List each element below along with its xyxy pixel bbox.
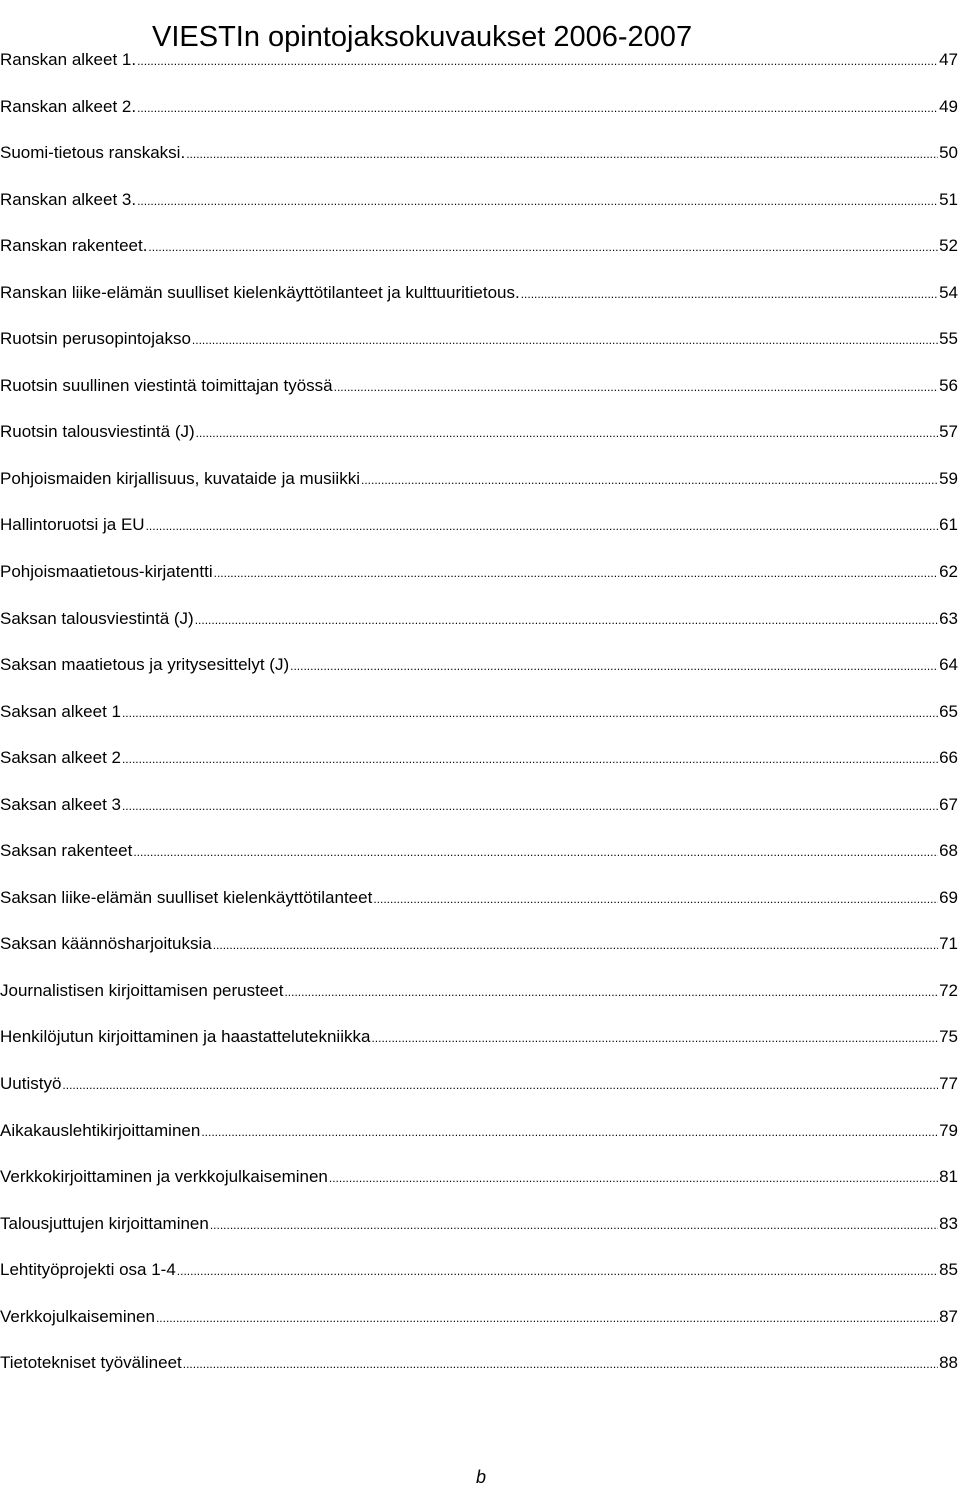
toc-entry-title: Saksan alkeet 2 bbox=[0, 748, 121, 768]
toc-entry-title: Verkkokirjoittaminen ja verkkojulkaiseminen bbox=[0, 1167, 328, 1187]
dot-leader bbox=[137, 37, 938, 84]
dot-leader bbox=[329, 1154, 938, 1201]
toc-entry-page-number: 67 bbox=[939, 794, 958, 814]
toc-entry[interactable] bbox=[0, 1014, 958, 1061]
toc-entry-title: Saksan käännösharjoituksia bbox=[0, 934, 212, 954]
toc-entry-page-number: 79 bbox=[939, 1120, 958, 1140]
toc-entry-page-number: 81 bbox=[939, 1167, 958, 1187]
toc-entry-title: Tietotekniset työvälineet bbox=[0, 1353, 182, 1373]
toc-entry-page-number: 68 bbox=[939, 841, 958, 861]
dot-leader bbox=[201, 1108, 938, 1155]
dot-leader bbox=[122, 735, 938, 782]
dot-leader bbox=[133, 828, 938, 875]
toc-entry[interactable] bbox=[0, 1201, 958, 1248]
dot-leader bbox=[290, 642, 938, 689]
dot-leader bbox=[156, 1294, 938, 1341]
page-footer-mark: b bbox=[476, 1467, 487, 1487]
toc-entry-title: Lehtityöprojekti osa 1-4 bbox=[0, 1260, 176, 1280]
toc-entry-page-number: 55 bbox=[939, 329, 958, 349]
toc-entry-title: Saksan talousviestintä (J) bbox=[0, 608, 194, 628]
toc-entry-title: Saksan alkeet 1 bbox=[0, 701, 121, 721]
dot-leader bbox=[186, 130, 938, 177]
toc-entry-title: Ranskan rakenteet. bbox=[0, 236, 148, 256]
toc-entry[interactable] bbox=[0, 130, 958, 177]
toc-entry-title: Ranskan alkeet 2. bbox=[0, 96, 137, 116]
toc-entry-title: Pohjoismaatietous-kirjatentti bbox=[0, 562, 213, 582]
toc-entry-page-number: 52 bbox=[939, 236, 958, 256]
toc-entry[interactable] bbox=[0, 1294, 958, 1341]
dot-leader bbox=[137, 177, 938, 224]
toc-entry-title: Suomi-tietous ranskaksi. bbox=[0, 143, 186, 163]
dot-leader bbox=[284, 968, 938, 1015]
dot-leader bbox=[192, 316, 938, 363]
toc-entry[interactable] bbox=[0, 1061, 958, 1108]
toc-entry-page-number: 87 bbox=[939, 1306, 958, 1326]
dot-leader bbox=[195, 596, 938, 643]
toc-entry-title: Saksan rakenteet bbox=[0, 841, 133, 861]
toc-entry[interactable] bbox=[0, 456, 958, 503]
toc-entry-title: Saksan liike-elämän suulliset kielenkäyttötilanteet bbox=[0, 887, 373, 907]
toc-entry[interactable] bbox=[0, 735, 958, 782]
toc-entry[interactable] bbox=[0, 316, 958, 363]
toc-entry-page-number: 75 bbox=[939, 1027, 958, 1047]
toc-entry-page-number: 85 bbox=[939, 1260, 958, 1280]
toc-entry-page-number: 56 bbox=[939, 375, 958, 395]
toc-entry[interactable] bbox=[0, 689, 958, 736]
toc-entry-title: Verkkojulkaiseminen bbox=[0, 1306, 155, 1326]
dot-leader bbox=[214, 549, 938, 596]
dot-leader bbox=[196, 409, 938, 456]
toc-entry-page-number: 64 bbox=[939, 655, 958, 675]
dot-leader bbox=[183, 1340, 938, 1387]
toc-entry-page-number: 69 bbox=[939, 887, 958, 907]
toc-entry-title: Ranskan alkeet 3. bbox=[0, 189, 137, 209]
toc-entry-page-number: 50 bbox=[939, 143, 958, 163]
toc-entry-title: Aikakauslehtikirjoittaminen bbox=[0, 1120, 201, 1140]
toc-entry-title: Pohjoismaiden kirjallisuus, kuvataide ja musiikki bbox=[0, 468, 360, 488]
toc-entry[interactable] bbox=[0, 1340, 958, 1387]
toc-entry-page-number: 59 bbox=[939, 468, 958, 488]
toc-entry-title: Hallintoruotsi ja EU bbox=[0, 515, 145, 535]
toc-entry-page-number: 72 bbox=[939, 980, 958, 1000]
dot-leader bbox=[122, 689, 938, 736]
toc-entry-title: Ranskan alkeet 1. bbox=[0, 50, 137, 69]
dot-leader bbox=[373, 875, 938, 922]
toc-entry[interactable] bbox=[0, 782, 958, 829]
toc-entry[interactable] bbox=[0, 596, 958, 643]
dot-leader bbox=[146, 502, 939, 549]
dot-leader bbox=[334, 363, 938, 410]
dot-leader bbox=[213, 921, 938, 968]
toc-entry[interactable] bbox=[0, 223, 958, 270]
toc-entry[interactable] bbox=[0, 968, 958, 1015]
dot-leader bbox=[148, 223, 938, 270]
toc-entry-page-number: 57 bbox=[939, 422, 958, 442]
toc-entry-title: Uutistyö bbox=[0, 1074, 62, 1094]
toc-entry[interactable] bbox=[0, 409, 958, 456]
toc-entry-page-number: 71 bbox=[939, 934, 958, 954]
toc-entry-title: Ruotsin suullinen viestintä toimittajan työssä bbox=[0, 375, 333, 395]
toc-entry[interactable] bbox=[0, 1247, 958, 1294]
toc-entry-page-number: 65 bbox=[939, 701, 958, 721]
toc-entry[interactable] bbox=[0, 1154, 958, 1201]
toc-entry[interactable] bbox=[0, 875, 958, 922]
toc-entry[interactable] bbox=[0, 642, 958, 689]
dot-leader bbox=[521, 270, 938, 317]
toc-entry-page-number: 66 bbox=[939, 748, 958, 768]
dot-leader bbox=[122, 782, 938, 829]
toc-entry[interactable] bbox=[0, 363, 958, 410]
dot-leader bbox=[177, 1247, 938, 1294]
toc-entry-page-number: 51 bbox=[939, 189, 958, 209]
toc-entry-title: Ruotsin talousviestintä (J) bbox=[0, 422, 195, 442]
toc-entry-title: Ruotsin perusopintojakso bbox=[0, 329, 191, 349]
toc-entry[interactable] bbox=[0, 177, 958, 224]
toc-entry[interactable] bbox=[0, 84, 958, 131]
page-title: VIESTIn opintojaksokuvaukset 2006-2007 bbox=[152, 21, 693, 54]
dot-leader bbox=[137, 84, 938, 131]
toc-entry-title: Journalistisen kirjoittamisen perusteet bbox=[0, 980, 284, 1000]
toc-entry[interactable] bbox=[0, 37, 958, 84]
toc-entry-page-number: 88 bbox=[939, 1353, 958, 1373]
toc-entry-page-number: 47 bbox=[939, 50, 958, 69]
toc-entry-page-number: 54 bbox=[939, 282, 958, 302]
toc-entry[interactable] bbox=[0, 270, 958, 317]
toc-entry[interactable] bbox=[0, 549, 958, 596]
toc-entry[interactable] bbox=[0, 828, 958, 875]
toc-entry-page-number: 62 bbox=[939, 562, 958, 582]
toc-entry[interactable] bbox=[0, 502, 958, 549]
toc-entry-page-number: 83 bbox=[939, 1213, 958, 1233]
toc-entry-page-number: 61 bbox=[939, 515, 958, 535]
toc-entry[interactable] bbox=[0, 1108, 958, 1155]
dot-leader bbox=[210, 1201, 938, 1248]
dot-leader bbox=[62, 1061, 938, 1108]
toc-entry-title: Saksan maatietous ja yritysesittelyt (J) bbox=[0, 655, 290, 675]
toc-entry-page-number: 77 bbox=[939, 1074, 958, 1094]
toc-entry-title: Saksan alkeet 3 bbox=[0, 794, 121, 814]
toc-entry-title: Ranskan liike-elämän suulliset kielenkäyttötilanteet ja kulttuuritietous. bbox=[0, 282, 520, 302]
toc-entry-title: Henkilöjutun kirjoittaminen ja haastattelutekniikka bbox=[0, 1027, 371, 1047]
toc-entry-page-number: 49 bbox=[939, 96, 958, 116]
table-of-contents bbox=[0, 37, 958, 1387]
dot-leader bbox=[371, 1014, 938, 1061]
dot-leader bbox=[361, 456, 938, 503]
toc-entry-title: Talousjuttujen kirjoittaminen bbox=[0, 1213, 209, 1233]
toc-entry-page-number: 63 bbox=[939, 608, 958, 628]
toc-entry[interactable] bbox=[0, 921, 958, 968]
